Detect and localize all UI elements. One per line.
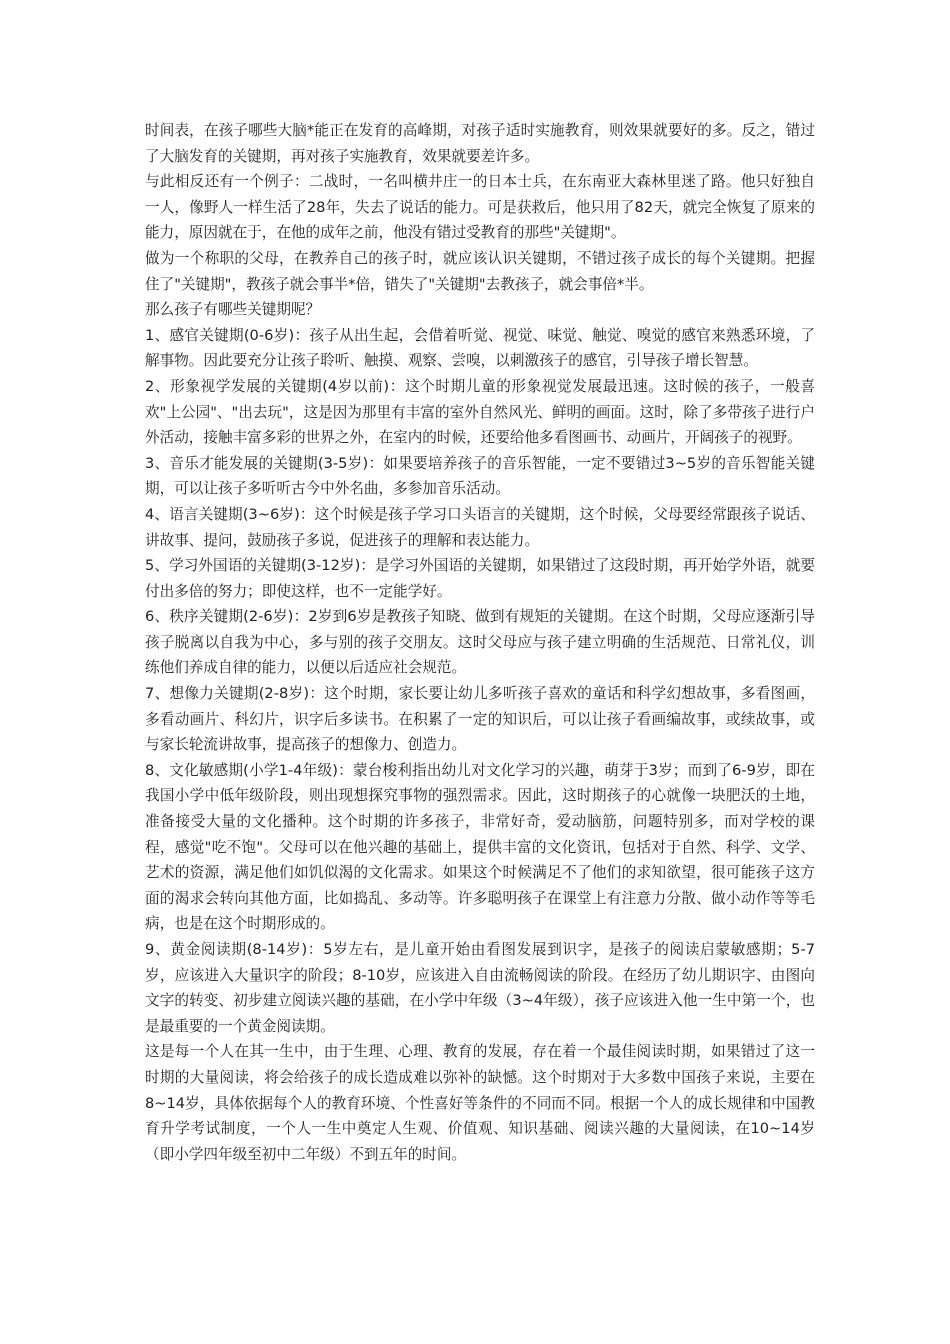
list-item-music-period: 3、音乐才能发展的关键期(3-5岁)：如果要培养孩子的音乐智能，一定不要错过3~5岁的音乐智能关键期，可以让孩子多听听古今中外名曲，多参加音乐活动。 — [145, 454, 815, 498]
paragraph-parents-critical-period: 做为一个称职的父母，在教养自己的孩子时，就应该认识关键期，不错过孩子成长的每个关键期。把握住了"关键期"，教孩子就会事半*倍，错失了"关键期"去教孩子，就会事倍*半。 — [145, 249, 815, 293]
list-item-order-period: 6、秩序关键期(2-6岁)：2岁到6岁是教孩子知晓、做到有规矩的关键期。在这个时期，父母应逐渐引导孩子脱离以自我为中心，多与别的孩子交朋友。这时父母应与孩子建立明确的生活规范、日常礼仪，训练他们养成自律的能力，以便以后适应社会规范。 — [145, 608, 815, 677]
paragraph-reading-summary: 这是每一个人在其一生中，由于生理、心理、教育的发展，存在着一个最佳阅读时期，如果错过了这一时期的大量阅读，将会给孩子的成长造成难以弥补的缺憾。这个时期对于大多数中国孩子来说，主要在8~14岁，具体依据每个人的教育环境、个性喜好等条件的不同而不同。根据一个人的成长规律和中国教育升学考试制度，一个人一生中奠定人生观、价值观、知识基础、阅读兴趣的大量阅读，在10~14岁（即小学四年级至初中二年级）不到五年的时间。 — [145, 1043, 815, 1163]
list-item-language-period: 4、语言关键期(3~6岁)：这个时候是孩子学习口头语言的关键期，这个时候，父母要经常跟孩子说话、讲故事、提问，鼓励孩子多说，促进孩子的理解和表达能力。 — [145, 505, 815, 549]
paragraph-example-soldier: 与此相反还有一个例子：二战时，一名叫横井庄一的日本士兵，在东南亚大森林里迷了路。他只好独自一人，像野人一样生活了28年，失去了说话的能力。可是获救后，他只用了82天，就完全恢复了原来的能力，原因就在于，在他的成年之前，他没有错过受教育的那些"关键期"。 — [145, 173, 815, 242]
list-item-visual-period: 2、形象视学发展的关键期(4岁以前)：这个时期儿童的形象视觉发展最迅速。这时候的孩子，一般喜欢"上公园"、"出去玩"，这是因为那里有丰富的室外自然风光、鲜明的画面。这时，除了多带孩子进行户外活动，接触丰富多彩的世界之外，在室内的时候，还要给他多看图画书、动画片，开阔孩子的视野。 — [145, 377, 815, 447]
list-item-culture-period: 8、文化敏感期(小学1-4年级)：蒙台梭利指出幼儿对文化学习的兴趣，萌芽于3岁；而到了6-9岁，即在我国小学中低年级阶段，则出现想探究事物的强烈需求。因此，这时期孩子的心就像一块肥沃的土地，准备接受大量的文化播种。这个时期的许多孩子，非常好奇，爱动脑筋，问题特别多，而对学校的课程，感觉"吃不饱"。父母可以在他兴趣的基础上，提供丰富的文化资讯，包括对于自然、科学、文学、艺术的资源，满足他们如饥似渴的文化需求。如果这个时候满足不了他们的求知欲望，很可能孩子这方面的渴求会转向其他方面，比如捣乱、多动等。许多聪明孩子在课堂上有注意力分散、做小动作等等毛病，也是在这个时期形成的。 — [145, 761, 815, 933]
list-item-foreign-language-period: 5、学习外国语的关键期(3-12岁)：是学习外国语的关键期，如果错过了这段时期，再开始学外语，就要付出多倍的努力；即使这样，也不一定能学好。 — [145, 557, 815, 600]
paragraph-question: 那么孩子有哪些关键期呢？ — [145, 301, 321, 319]
document-body — [145, 118, 815, 1167]
list-item-reading-period: 9、黄金阅读期(8-14岁)：5岁左右，是儿童开始由看图发展到识字，是孩子的阅读启蒙敏感期；5-7岁，应该进入大量识字的阶段；8-10岁，应该进入自由流畅阅读的阶段。在经历了幼儿期识字、由图向文字的转变、初步建立阅读兴趣的基础，在小学中年级（3~4年级），孩子应该进入他一生中第一个，也是最重要的一个黄金阅读期。 — [145, 941, 815, 1035]
list-item-sensory-period: 1、感官关键期(0-6岁)：孩子从出生起，会借着听觉、视觉、味觉、触觉、嗅觉的感官来熟悉环境，了解事物。因此要充分让孩子聆听、触摸、观察、尝嗅，以刺激孩子的感官，引导孩子增长智慧。 — [145, 326, 815, 370]
paragraph-intro-continuation: 时间表，在孩子哪些大脑*能正在发育的高峰期，对孩子适时实施教育，则效果就要好的多。反之，错过了大脑发育的关键期，再对孩子实施教育，效果就要差许多。 — [145, 122, 815, 165]
list-item-imagination-period: 7、想像力关键期(2-8岁)：这个时期，家长要让幼儿多听孩子喜欢的童话和科学幻想故事，多看图画，多看动画片、科幻片，识字后多读书。在积累了一定的知识后，可以让孩子看画编故事，或续故事，或与家长轮流讲故事，提高孩子的想像力、创造力。 — [145, 685, 815, 754]
